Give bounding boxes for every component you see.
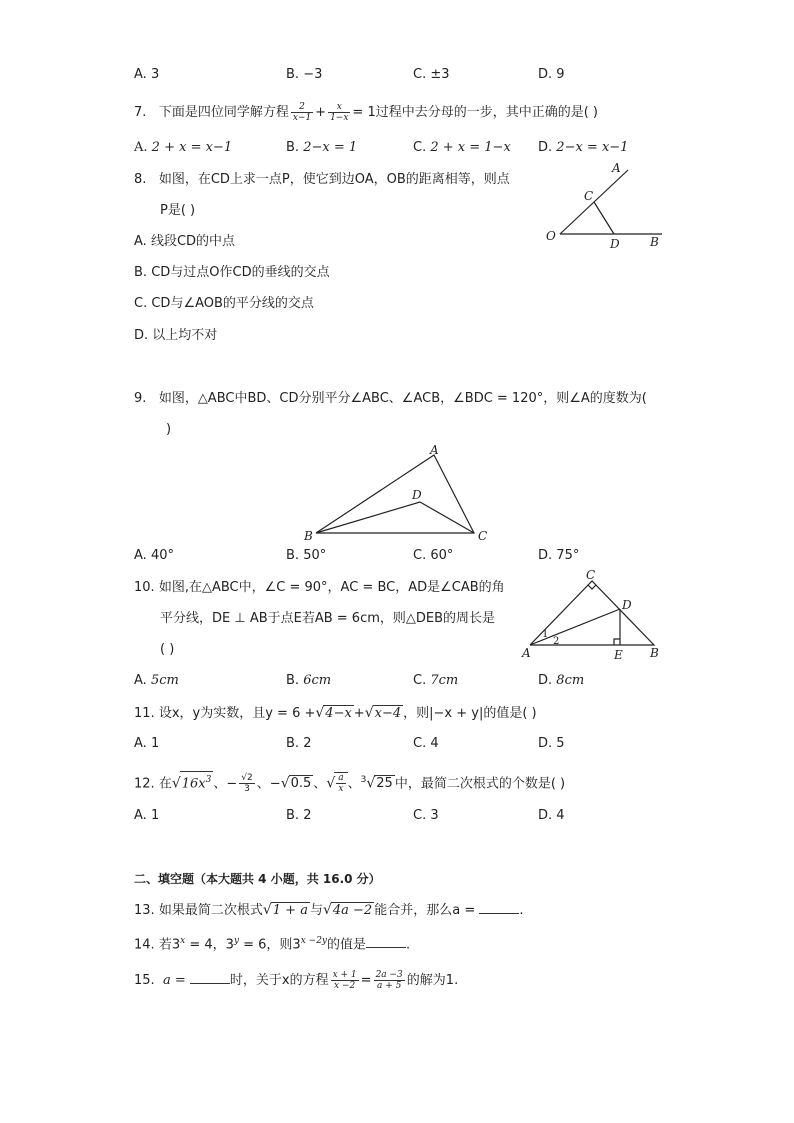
q13-answer-blank[interactable] — [479, 901, 519, 914]
q7-option-a: A. 2 + x = x−1 — [134, 140, 233, 155]
q7-option-c: C. 2 + x = 1−x — [413, 140, 511, 155]
q7-stem: 7. 下面是四位同学解方程 $\frac{2}{x-1}$ + $\frac{x}{1-x}$ = 1过程中去分母的一步，其中正确的是( ) — [134, 102, 598, 123]
q6-option-c: C. ±3 — [413, 67, 450, 82]
q7-option-b: B. 2−x = 1 — [286, 140, 358, 155]
q9-label-b: B — [304, 529, 313, 543]
q8-label-d: D — [610, 237, 620, 251]
q10-angle-2: 2 — [553, 636, 560, 647]
q8-option-d: D. 以上均不对 — [134, 328, 218, 343]
q6-option-a: A. 3 — [134, 67, 160, 82]
q12-option-d: D. 4 — [538, 808, 565, 823]
q11-stem: 11. 设x，y为实数，且y = 6 +√4−x +√x−4 ，则|−x + y|的值是( ) — [134, 705, 537, 721]
q9-label-a: A — [430, 443, 439, 457]
q12-option-a: A. 1 — [134, 808, 160, 823]
q8-figure — [540, 160, 670, 255]
q10-label-a: A — [522, 646, 531, 660]
q9-stem-line1: 9. 如图，△ABC中BD、CD分别平分∠ABC、∠ACB，∠BDC = 120°，则∠A的度数为( — [134, 391, 647, 406]
q8-option-c: C. CD与∠AOB的平分线的交点 — [134, 296, 314, 311]
q9-option-d: D. 75° — [538, 548, 580, 563]
q10-figure — [518, 567, 668, 662]
q13-stem: 13. 如果最简二次根式√1 + a 与√4a −2 能合并，那么a = . — [134, 902, 524, 918]
q9-label-d: D — [412, 488, 422, 502]
q9-stem-line2: ) — [166, 422, 172, 437]
q8-label-b: B — [650, 235, 659, 249]
q10-label-e: E — [614, 648, 623, 662]
q14-answer-blank[interactable] — [366, 935, 406, 948]
q10-label-b: B — [650, 646, 659, 660]
q14-stem: 14. 若3$^x$ = 4，3$^y$ = 6，则$3^{x -2y}$的值是 . — [134, 936, 411, 953]
q7-option-d: D. 2−x = x−1 — [538, 140, 629, 155]
q9-option-c: C. 60° — [413, 548, 454, 563]
q8-stem-line1: 8. 如图，在CD上求一点P，使它到边OA，OB的距离相等，则点 — [134, 172, 510, 187]
q6-option-d: D. 9 — [538, 67, 565, 82]
q8-option-b: B. CD与过点O作CD的垂线的交点 — [134, 265, 330, 280]
q8-stem-line2: P是( ) — [160, 203, 196, 218]
q10-label-c: C — [586, 568, 596, 582]
q10-option-a: A. 5cm — [134, 673, 179, 688]
section-2-heading: 二、填空题（本大题共 4 小题，共 16.0 分） — [134, 872, 381, 886]
q10-stem-line2: 平分线，DE ⊥ AB于点E若AB = 6cm，则△DEB的周长是 — [160, 611, 496, 626]
q10-stem-line1: 10. 如图,在△ABC中，∠C = 90°，AC = BC，AD是∠CAB的角 — [134, 580, 505, 595]
q15-stem: 15. a = 时，关于x的方程 $\frac{x + 1}{x -2}$ = $\frac{2a -3}{a + 5}$ 的解为1. — [134, 970, 459, 991]
q8-label-c: C — [584, 189, 594, 203]
q8-option-a: A. 线段CD的中点 — [134, 234, 236, 249]
q12-option-b: B. 2 — [286, 808, 312, 823]
q10-label-d: D — [622, 598, 632, 612]
q11-option-b: B. 2 — [286, 736, 312, 751]
q15-answer-blank[interactable] — [190, 971, 230, 984]
q12-stem: 12. 在$√16x^3$ 、− $\frac{√2}{3}$ 、−√0.5 、√ $\frac{a}{x}$ 、$^3$√25 中，最简二次根式的个数是( ) — [134, 770, 565, 794]
q10-angle-1: 1 — [542, 629, 549, 640]
q10-option-c: C. 7cm — [413, 673, 459, 688]
q11-option-d: D. 5 — [538, 736, 565, 751]
q10-option-b: B. 6cm — [286, 673, 332, 688]
q9-option-b: B. 50° — [286, 548, 327, 563]
q9-figure — [300, 440, 500, 548]
q9-option-a: A. 40° — [134, 548, 174, 563]
q8-label-o: O — [546, 229, 556, 243]
q11-option-a: A. 1 — [134, 736, 160, 751]
q10-option-d: D. 8cm — [538, 673, 585, 688]
q10-stem-line3: ( ) — [160, 642, 175, 657]
q6-option-b: B. −3 — [286, 67, 323, 82]
q12-option-c: C. 3 — [413, 808, 439, 823]
q8-label-a: A — [612, 161, 621, 175]
q9-label-c: C — [478, 529, 488, 543]
q11-option-c: C. 4 — [413, 736, 439, 751]
